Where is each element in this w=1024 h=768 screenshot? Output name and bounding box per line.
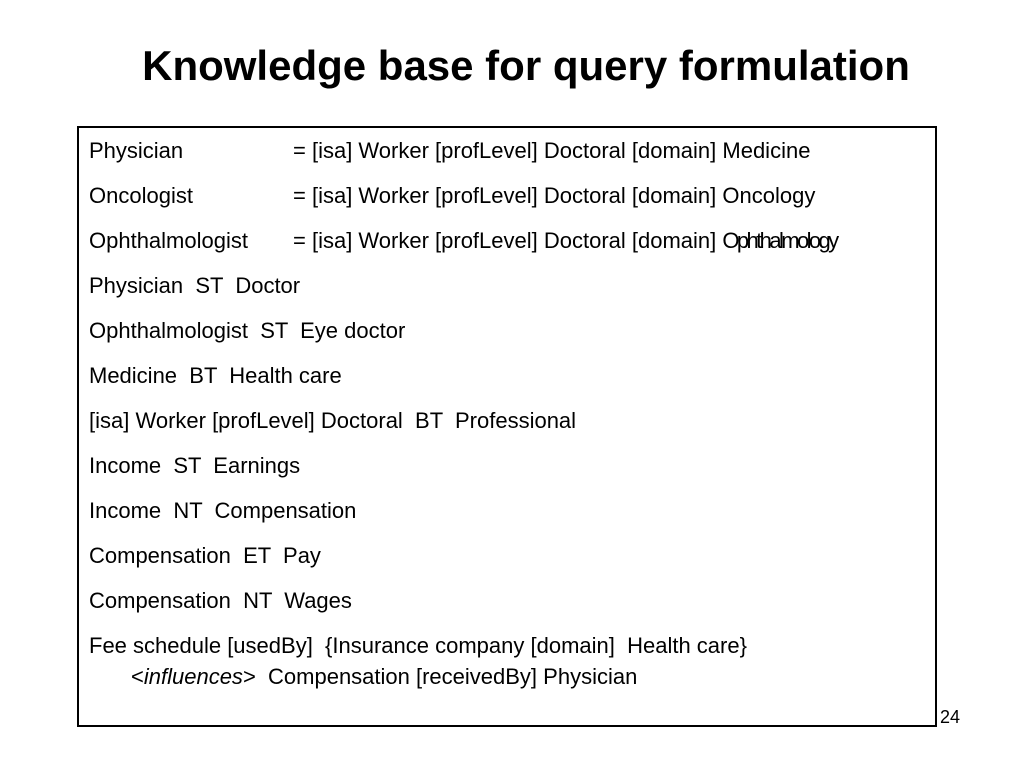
definition-term: Physician bbox=[89, 138, 184, 163]
relation-line: [isa] Worker [profLevel] Doctoral BT Professional bbox=[89, 408, 577, 433]
relation-line: Compensation ET Pay bbox=[89, 543, 321, 568]
definition-text: = [isa] Worker [profLevel] Doctoral [domain] Medicine bbox=[293, 138, 811, 163]
relation-line: Compensation NT Wages bbox=[89, 588, 352, 613]
relation-close-bracket: > bbox=[242, 664, 256, 689]
relation-open-bracket: < bbox=[131, 664, 144, 689]
definition-text-squeezed: Ophthalmology bbox=[722, 228, 837, 253]
definition-line-oncologist bbox=[89, 183, 815, 209]
definition-line-physician bbox=[89, 138, 810, 164]
definition-line-ophthalmologist bbox=[89, 228, 837, 254]
relation-line: Income ST Earnings bbox=[89, 453, 301, 478]
relation-line: Ophthalmologist ST Eye doctor bbox=[89, 318, 406, 343]
definition-term: Oncologist bbox=[89, 183, 193, 208]
fee-schedule-line-1: Fee schedule [usedBy] {Insurance company [domain] Health care} bbox=[89, 633, 747, 658]
definition-text: = [isa] Worker [profLevel] Doctoral [domain] bbox=[293, 228, 723, 253]
knowledge-base-box bbox=[77, 126, 937, 727]
page-number: 24 bbox=[940, 707, 961, 727]
definition-term: Ophthalmologist bbox=[89, 228, 248, 253]
slide-title: Knowledge base for query formulation bbox=[142, 42, 910, 89]
fee-schedule-line-2 bbox=[89, 664, 637, 690]
relation-word: influences bbox=[143, 664, 243, 689]
fee-schedule-rest: Compensation [receivedBy] Physician bbox=[255, 664, 638, 689]
relation-line: Physician ST Doctor bbox=[89, 273, 301, 298]
relation-line: Medicine BT Health care bbox=[89, 363, 342, 388]
relation-line: Income NT Compensation bbox=[89, 498, 357, 523]
definition-text: = [isa] Worker [profLevel] Doctoral [domain] Oncology bbox=[293, 183, 816, 208]
